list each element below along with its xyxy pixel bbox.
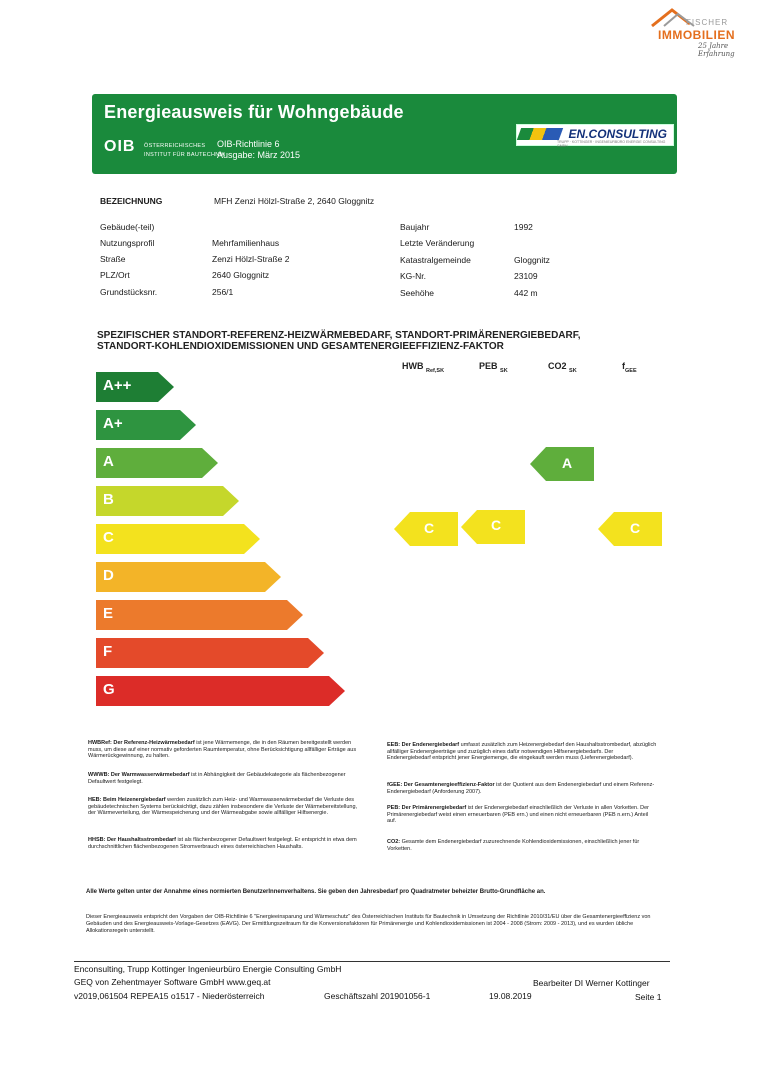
definition-hhsb-text: ist als flächenbezogener Defaultwert festgelegt. Er entspricht in etwa dem durchschnittlichen flächenbezogenen Stromverbrauch eines österreichischen Haushalts. <box>88 837 357 850</box>
info-right-value-2: Gloggnitz <box>514 255 550 265</box>
scale-label-b: B <box>103 491 114 508</box>
oib-subtitle-line2: INSTITUT FÜR BAUTECHNIK <box>144 152 226 158</box>
footer-reference-number: Geschäftszahl 201901056-1 <box>324 991 431 1001</box>
column-header-fgee-main: f <box>622 361 625 371</box>
footer-page-number: Seite 1 <box>635 992 662 1002</box>
definition-co2 <box>387 839 657 852</box>
scale-arrow-ap <box>96 410 198 440</box>
definition-fgee <box>387 782 657 795</box>
info-right-label-0: Baujahr <box>400 222 430 232</box>
scale-arrow-shape <box>96 638 326 668</box>
definition-hwb-title: HWBRef: Der Referenz-Heizwärmebedarf <box>88 740 195 746</box>
assumption-text: Alle Werte gelten unter der Annahme eines normierten BenutzerInnenverhaltens. Sie geben den Jahresbedarf pro Quadratmeter beheizter Brutto-Grundfläche an. <box>86 889 546 895</box>
section-title <box>97 330 657 352</box>
footer-company: Enconsulting, Trupp Kottinger Ingenieurbüro Energie Consulting GmbH <box>74 964 342 974</box>
scale-arrow-shape <box>96 448 220 478</box>
scale-arrow-e <box>96 600 305 630</box>
definition-wwwb <box>88 772 363 785</box>
definition-peb <box>387 805 657 825</box>
bezeichnung-label: BEZEICHNUNG <box>100 196 163 206</box>
definition-hhsb <box>88 837 363 850</box>
scale-arrow-app <box>96 372 176 402</box>
rating-hwb <box>394 512 458 546</box>
info-right-label-2: Katastralgemeinde <box>400 255 471 265</box>
enconsulting-tagline: TRUPP · KOTTINGER · INGENIEURBÜRO ENERGIE CONSULTING GMBH <box>557 140 666 148</box>
definition-hwb-text: ist jene Wärmemenge, die in den Räumen bereitgestellt werden muss, um diese auf einer normativ geforderten Raumtemperatur, ohne Berücksichtigung allfälliger Erträge aus Wärmerückgewinnung, zu halten. <box>88 740 357 760</box>
scale-label-g: G <box>103 681 115 698</box>
scale-arrow-shape <box>96 486 241 516</box>
info-right-label-3: KG-Nr. <box>400 271 426 281</box>
info-left-label-4: Grundstücksnr. <box>100 287 158 297</box>
definition-heb <box>88 797 363 817</box>
info-left-value-2: Zenzi Hölzl-Straße 2 <box>212 254 290 264</box>
rating-peb <box>461 510 525 544</box>
column-header-co2 <box>548 361 577 374</box>
column-header-co2-sub: SK <box>569 367 577 374</box>
info-right-value-0: 1992 <box>514 222 533 232</box>
footer-version: v2019,061504 REPEA15 o1517 - Niederösterreich <box>74 991 265 1001</box>
legal-text: Dieser Energieausweis entspricht den Vorgaben der OIB-Richtlinie 6 "Energieeinsparung und Wärmeschutz" des Österreichischen Instituts für Bautechnik in Umsetzung der Richtlinie 2010/31/EU über die Gesamtenergieeffizienz von Gebäuden und des Energieausweis-Vorlage-Gesetzes (EAVG). Der Ermittlungszeitraum für die Konversionsfaktoren für Primärenergie und Kohlendioxidemissionen ist 2004 - 2008 (Strom: 2009 - 2013), und es wurden übliche Allokationsregeln unterstellt. <box>86 914 651 934</box>
column-header-peb <box>479 361 508 374</box>
scale-arrow-shape <box>96 562 283 592</box>
oib-subtitle <box>144 142 225 160</box>
definition-heb-text: werden zusätzlich zum Heiz- und Warmwasserwärmebedarf die Verluste des gebäudetechnischen Systems berücksichtigt, dazu zählen insbesondere die Verluste der Wärmebereitstellung, der Wärmeverteilung, der Wärmespeicherung und der Wärmeabgabe sowie allfälliger Hilfsenergie. <box>88 797 358 817</box>
column-header-hwb-sub: Ref,SK <box>426 367 445 374</box>
rating-hwb-label: C <box>424 520 435 536</box>
footer-date: 19.08.2019 <box>489 991 532 1001</box>
definition-eeb <box>387 742 657 762</box>
scale-label-app: A++ <box>103 377 132 394</box>
column-header-peb-main: PEB <box>479 361 498 371</box>
enconsulting-logo <box>516 124 674 146</box>
scale-label-c: C <box>103 529 114 546</box>
column-header-fgee-sub: GEE <box>625 367 637 374</box>
scale-label-f: F <box>103 643 113 660</box>
scale-arrow-d <box>96 562 283 592</box>
info-left-label-0: Gebäude(-teil) <box>100 222 155 232</box>
guideline-reference <box>217 139 300 161</box>
column-header-peb-sub: SK <box>500 367 508 374</box>
info-right-value-4: 442 m <box>514 288 538 298</box>
enconsulting-logo-text: EN.CONSULTING <box>568 127 667 141</box>
logo-main-text: IMMOBILIEN <box>658 28 735 42</box>
footer-software: GEQ von Zehentmayer Software GmbH www.geq.at <box>74 977 271 987</box>
oib-subtitle-line1: ÖSTERREICHISCHES <box>144 143 206 149</box>
logo-sub-text: 25 Jahre Erfahrung <box>698 42 735 58</box>
scale-arrow-a <box>96 448 220 478</box>
guideline-edition: Ausgabe: März 2015 <box>217 150 301 160</box>
definition-fgee-text: ist der Quotient aus dem Endenergiebedarf und einem Referenz-Endenergiebedarf (Anforderung 2007). <box>387 782 655 795</box>
info-left-value-3: 2640 Gloggnitz <box>212 270 270 280</box>
info-right-label-4: Seehöhe <box>400 288 435 298</box>
info-left-value-1: Mehrfamilienhaus <box>212 238 280 248</box>
bezeichnung-value: MFH Zenzi Hölzl-Straße 2, 2640 Gloggnitz <box>214 196 375 206</box>
scale-label-a: A <box>103 453 114 470</box>
rating-co2-label: A <box>562 455 573 471</box>
guideline-name: OIB-Richtlinie 6 <box>217 139 280 149</box>
info-left-label-1: Nutzungsprofil <box>100 238 155 248</box>
definition-co2-title: CO2: <box>387 839 401 845</box>
column-header-hwb-main: HWB <box>402 361 424 371</box>
scale-arrow-b <box>96 486 241 516</box>
rating-peb-label: C <box>491 517 502 533</box>
oib-logo: OIB <box>104 138 136 155</box>
rating-fgee-label: C <box>630 520 641 536</box>
footer-editor: Bearbeiter DI Werner Kottinger <box>533 978 650 988</box>
certificate-header <box>92 94 677 174</box>
scale-label-d: D <box>103 567 114 584</box>
section-title-line2: STANDORT-KOHLENDIOXIDEMISSIONEN UND GESAMTENERGIEEFFIZIENZ-FAKTOR <box>97 341 504 352</box>
logo-top-text: FISCHER <box>686 18 729 27</box>
enconsulting-stripe <box>517 128 563 140</box>
definition-peb-text: ist der Endenergiebedarf einschließlich der Verluste in allen Vorketten. Der Primärenergiebedarf weist einen erneuerbaren (PEB ern.) und einen nicht erneuerbaren (PEB n.ern.) Anteil auf. <box>387 805 649 825</box>
info-left-label-3: PLZ/Ort <box>100 270 130 280</box>
info-left-label-2: Straße <box>100 254 126 264</box>
info-left-value-4: 256/1 <box>212 287 234 297</box>
definition-wwwb-text: ist in Abhängigkeit der Gebäudekategorie als flächenbezogener Defaultwert festgelegt. <box>88 772 346 785</box>
definition-co2-text: Gesamte dem Endenergiebedarf zuzurechnende Kohlendioxidemissionen, einschließlich jener für Vorketten. <box>387 839 640 852</box>
column-header-co2-main: CO2 <box>548 361 567 371</box>
scale-arrow-f <box>96 638 326 668</box>
definition-fgee-title: fGEE: Der Gesamtenergieeffizienz-Faktor <box>387 782 495 788</box>
definition-heb-title: HEB: Beim Heizenergiebedarf <box>88 797 166 803</box>
footer-divider <box>74 961 670 962</box>
scale-arrow-c <box>96 524 262 554</box>
page-title: Energieausweis für Wohngebäude <box>104 102 404 122</box>
scale-arrow-shape <box>96 600 305 630</box>
scale-arrow-shape <box>96 524 262 554</box>
column-header-hwb <box>402 361 444 374</box>
company-logo <box>648 6 758 58</box>
scale-label-e: E <box>103 605 114 622</box>
definition-eeb-text: umfasst zusätzlich zum Heizenergiebedarf den Haushaltsstrombedarf, abzüglich allfälliger Endenergieerträge und zuzüglich eines dafür notwendigen Hilfsenergiebedarfs. Der Endenergiebedarf entspricht jener Energiemenge, die eingekauft werden muss (Lieferenergiebedarf). <box>387 742 657 762</box>
definition-hhsb-title: HHSB: Der Haushaltsstrombedarf <box>88 837 177 843</box>
scale-label-ap: A+ <box>103 415 123 432</box>
column-header-fgee <box>622 361 637 374</box>
definition-hwb <box>88 740 363 760</box>
definition-wwwb-title: WWWB: Der Warmwasserwärmebedarf <box>88 772 190 778</box>
section-title-line1: SPEZIFISCHER STANDORT-REFERENZ-HEIZWÄRMEBEDARF, STANDORT-PRIMÄRENERGIEBEDARF, <box>97 330 581 341</box>
rating-fgee <box>598 512 662 546</box>
scale-arrow-g <box>96 676 347 706</box>
info-right-label-1: Letzte Veränderung <box>400 238 475 248</box>
rating-co2 <box>530 447 594 481</box>
info-right-value-3: 23109 <box>514 271 538 281</box>
definition-peb-title: PEB: Der Primärenergiebedarf <box>387 805 467 811</box>
scale-arrow-shape <box>96 676 347 706</box>
definition-eeb-title: EEB: Der Endenergiebedarf <box>387 742 460 748</box>
